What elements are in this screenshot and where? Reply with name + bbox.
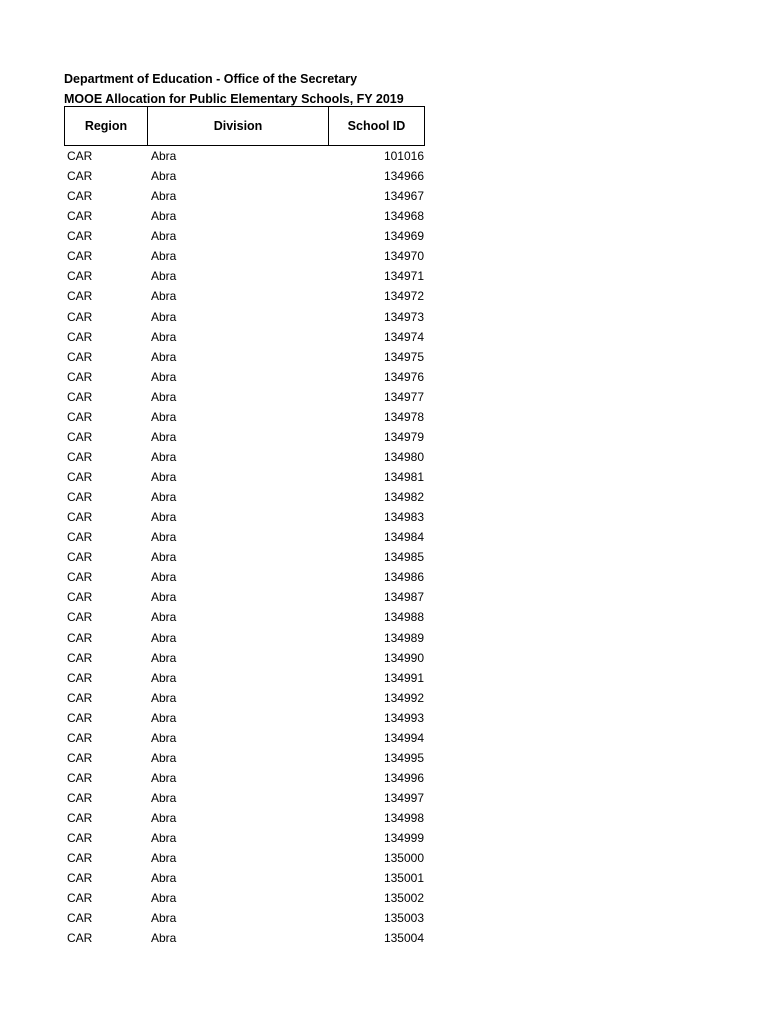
- school-id-cell: 134987: [383, 590, 424, 605]
- division-cell: Abra: [151, 209, 177, 224]
- region-cell: CAR: [67, 530, 93, 545]
- table-header: [64, 106, 425, 146]
- region-cell: CAR: [67, 309, 93, 324]
- table-row: [64, 547, 426, 567]
- school-table: [64, 146, 426, 949]
- division-cell: Abra: [151, 871, 177, 886]
- division-cell: Abra: [151, 189, 177, 204]
- school-id-cell: 134980: [383, 449, 424, 464]
- school-id-cell: 135004: [383, 931, 424, 946]
- table-row: [64, 226, 426, 246]
- division-cell: Abra: [151, 169, 177, 184]
- table-row: [64, 427, 426, 447]
- school-id-cell: 134994: [383, 730, 424, 745]
- table-row: [64, 928, 426, 948]
- table-row: [64, 788, 426, 808]
- column-header-division: Division: [148, 107, 329, 146]
- table-row: [64, 607, 426, 627]
- division-cell: Abra: [151, 610, 177, 625]
- region-cell: CAR: [67, 650, 93, 665]
- table-row: [64, 507, 426, 527]
- region-cell: CAR: [67, 590, 93, 605]
- region-cell: CAR: [67, 550, 93, 565]
- school-id-cell: 134993: [383, 710, 424, 725]
- school-id-cell: 134975: [383, 349, 424, 364]
- region-cell: CAR: [67, 831, 93, 846]
- table-row: [64, 908, 426, 928]
- division-cell: Abra: [151, 229, 177, 244]
- school-id-cell: 134983: [383, 510, 424, 525]
- region-cell: CAR: [67, 149, 93, 164]
- region-cell: CAR: [67, 209, 93, 224]
- table-row: [64, 868, 426, 888]
- region-cell: CAR: [67, 871, 93, 886]
- table-row: [64, 768, 426, 788]
- division-cell: Abra: [151, 811, 177, 826]
- division-cell: Abra: [151, 750, 177, 765]
- school-id-cell: 135002: [383, 891, 424, 906]
- region-cell: CAR: [67, 811, 93, 826]
- school-id-cell: 134971: [383, 269, 424, 284]
- table-row: [64, 307, 426, 327]
- division-cell: Abra: [151, 510, 177, 525]
- table-row: [64, 628, 426, 648]
- division-cell: Abra: [151, 770, 177, 785]
- table-row: [64, 387, 426, 407]
- division-cell: Abra: [151, 449, 177, 464]
- region-cell: CAR: [67, 490, 93, 505]
- region-cell: CAR: [67, 389, 93, 404]
- division-cell: Abra: [151, 349, 177, 364]
- school-id-cell: 101016: [383, 149, 424, 164]
- table-row: [64, 688, 426, 708]
- region-cell: CAR: [67, 710, 93, 725]
- division-cell: Abra: [151, 249, 177, 264]
- table-row: [64, 206, 426, 226]
- table-row: [64, 407, 426, 427]
- table-row: [64, 808, 426, 828]
- document-title: Department of Education - Office of the Secretary: [64, 72, 358, 86]
- region-cell: CAR: [67, 169, 93, 184]
- school-id-cell: 134997: [383, 791, 424, 806]
- table-row: [64, 567, 426, 587]
- division-cell: Abra: [151, 470, 177, 485]
- table-row: [64, 286, 426, 306]
- school-id-cell: 134990: [383, 650, 424, 665]
- region-cell: CAR: [67, 891, 93, 906]
- region-cell: CAR: [67, 570, 93, 585]
- school-id-cell: 134970: [383, 249, 424, 264]
- region-cell: CAR: [67, 269, 93, 284]
- school-id-cell: 135001: [383, 871, 424, 886]
- school-id-cell: 134966: [383, 169, 424, 184]
- school-id-cell: 134967: [383, 189, 424, 204]
- region-cell: CAR: [67, 770, 93, 785]
- table-row: [64, 708, 426, 728]
- region-cell: CAR: [67, 931, 93, 946]
- division-cell: Abra: [151, 730, 177, 745]
- region-cell: CAR: [67, 911, 93, 926]
- school-id-cell: 134992: [383, 690, 424, 705]
- division-cell: Abra: [151, 710, 177, 725]
- division-cell: Abra: [151, 409, 177, 424]
- school-id-cell: 135000: [383, 851, 424, 866]
- division-cell: Abra: [151, 851, 177, 866]
- school-id-cell: 134984: [383, 530, 424, 545]
- spreadsheet-page: [64, 69, 426, 949]
- division-cell: Abra: [151, 289, 177, 304]
- division-cell: Abra: [151, 369, 177, 384]
- division-cell: Abra: [151, 329, 177, 344]
- division-cell: Abra: [151, 309, 177, 324]
- division-cell: Abra: [151, 149, 177, 164]
- division-cell: Abra: [151, 791, 177, 806]
- table-row: [64, 367, 426, 387]
- table-row: [64, 467, 426, 487]
- table-body: [64, 146, 426, 949]
- division-cell: Abra: [151, 429, 177, 444]
- region-cell: CAR: [67, 730, 93, 745]
- region-cell: CAR: [67, 289, 93, 304]
- division-cell: Abra: [151, 269, 177, 284]
- region-cell: CAR: [67, 229, 93, 244]
- table-row: [64, 246, 426, 266]
- region-cell: CAR: [67, 851, 93, 866]
- region-cell: CAR: [67, 329, 93, 344]
- table-row: [64, 327, 426, 347]
- table-row: [64, 527, 426, 547]
- table-row: [64, 848, 426, 868]
- school-id-cell: 134986: [383, 570, 424, 585]
- division-cell: Abra: [151, 831, 177, 846]
- table-row: [64, 487, 426, 507]
- table-row: [64, 648, 426, 668]
- table-row: [64, 587, 426, 607]
- region-cell: CAR: [67, 409, 93, 424]
- division-cell: Abra: [151, 590, 177, 605]
- division-cell: Abra: [151, 891, 177, 906]
- table-row: [64, 668, 426, 688]
- table-row: [64, 728, 426, 748]
- school-id-cell: 134969: [383, 229, 424, 244]
- region-cell: CAR: [67, 630, 93, 645]
- school-id-cell: 134981: [383, 470, 424, 485]
- column-header-school-id: School ID: [329, 107, 425, 146]
- division-cell: Abra: [151, 530, 177, 545]
- region-cell: CAR: [67, 449, 93, 464]
- region-cell: CAR: [67, 610, 93, 625]
- school-id-cell: 134999: [383, 831, 424, 846]
- region-cell: CAR: [67, 249, 93, 264]
- school-id-cell: 134974: [383, 329, 424, 344]
- school-id-cell: 134995: [383, 750, 424, 765]
- table-row: [64, 447, 426, 467]
- region-cell: CAR: [67, 470, 93, 485]
- division-cell: Abra: [151, 630, 177, 645]
- table-row: [64, 347, 426, 367]
- region-cell: CAR: [67, 690, 93, 705]
- school-id-cell: 134991: [383, 670, 424, 685]
- region-cell: CAR: [67, 349, 93, 364]
- region-cell: CAR: [67, 510, 93, 525]
- school-id-cell: 134989: [383, 630, 424, 645]
- region-cell: CAR: [67, 369, 93, 384]
- school-id-cell: 134977: [383, 389, 424, 404]
- region-cell: CAR: [67, 670, 93, 685]
- region-cell: CAR: [67, 791, 93, 806]
- table-row: [64, 888, 426, 908]
- school-id-cell: 134998: [383, 811, 424, 826]
- region-cell: CAR: [67, 429, 93, 444]
- region-cell: CAR: [67, 189, 93, 204]
- table-row: [64, 186, 426, 206]
- school-id-cell: 134982: [383, 490, 424, 505]
- division-cell: Abra: [151, 670, 177, 685]
- column-header-region: Region: [65, 107, 148, 146]
- school-id-cell: 134972: [383, 289, 424, 304]
- school-id-cell: 134996: [383, 770, 424, 785]
- school-id-cell: 134978: [383, 409, 424, 424]
- table-row: [64, 748, 426, 768]
- school-id-cell: 135003: [383, 911, 424, 926]
- division-cell: Abra: [151, 389, 177, 404]
- division-cell: Abra: [151, 490, 177, 505]
- school-id-cell: 134976: [383, 369, 424, 384]
- division-cell: Abra: [151, 911, 177, 926]
- school-id-cell: 134985: [383, 550, 424, 565]
- school-id-cell: 134973: [383, 309, 424, 324]
- school-id-cell: 134979: [383, 429, 424, 444]
- school-id-cell: 134968: [383, 209, 424, 224]
- document-subtitle: MOOE Allocation for Public Elementary Schools, FY 2019: [64, 92, 404, 106]
- division-cell: Abra: [151, 931, 177, 946]
- region-cell: CAR: [67, 750, 93, 765]
- division-cell: Abra: [151, 650, 177, 665]
- division-cell: Abra: [151, 570, 177, 585]
- school-id-cell: 134988: [383, 610, 424, 625]
- table-row: [64, 146, 426, 166]
- table-row: [64, 266, 426, 286]
- table-row: [64, 828, 426, 848]
- division-cell: Abra: [151, 550, 177, 565]
- table-row: [64, 166, 426, 186]
- division-cell: Abra: [151, 690, 177, 705]
